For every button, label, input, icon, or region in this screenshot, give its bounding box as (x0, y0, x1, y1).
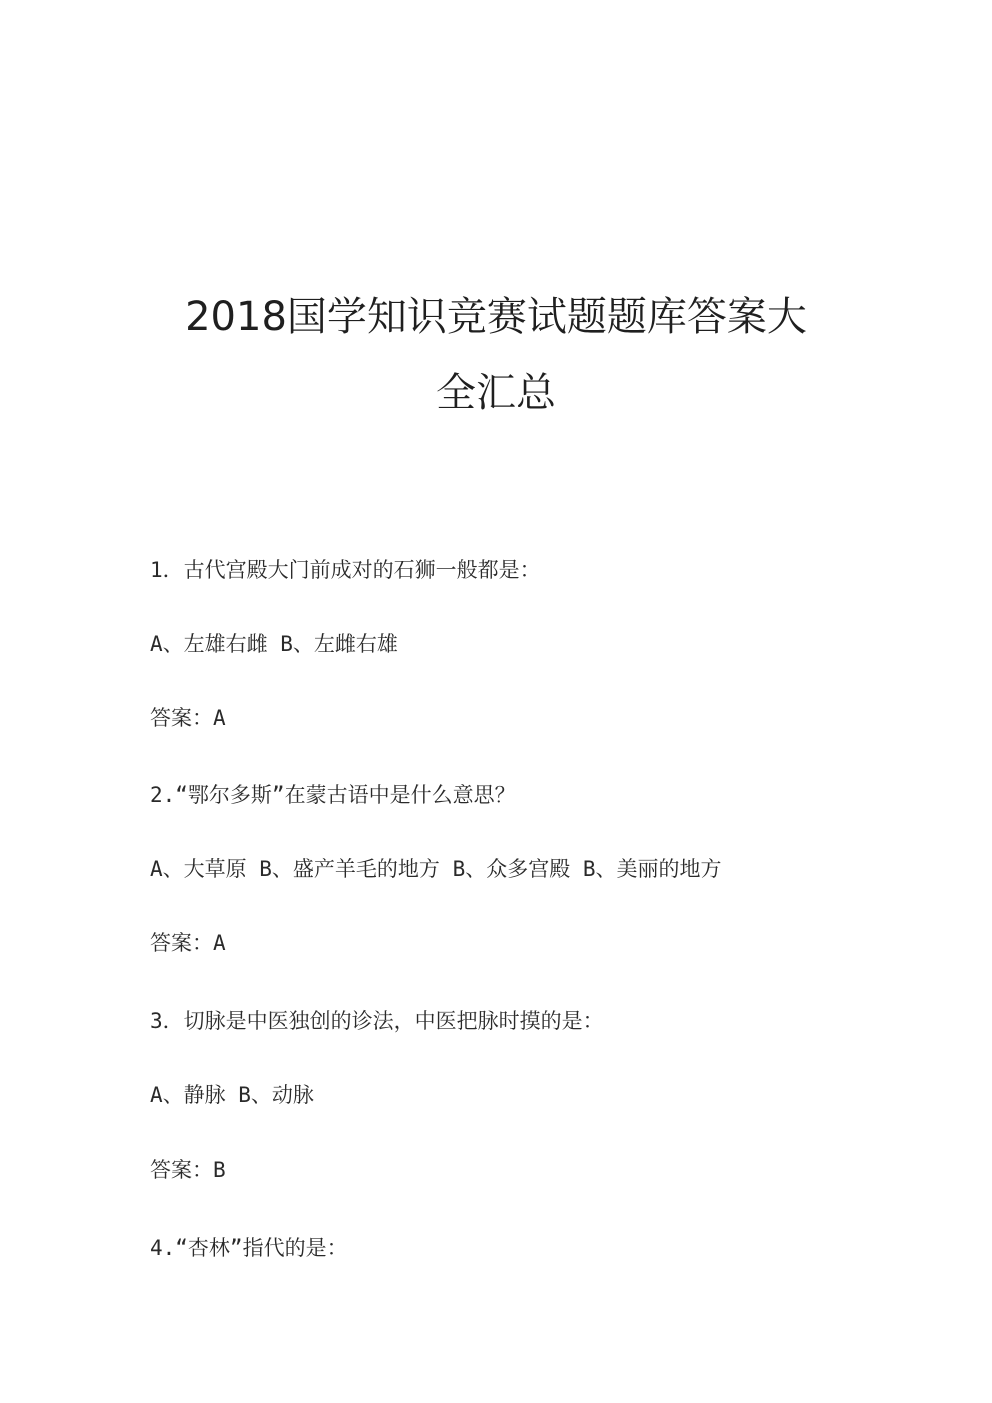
question-1-answer: 答案：A (150, 706, 226, 730)
question-2-answer: 答案：A (150, 931, 226, 955)
question-2: 2.“鄂尔多斯”在蒙古语中是什么意思？ (150, 783, 516, 807)
document-title-line-1: 2018国学知识竞赛试题题库答案大 (185, 294, 807, 340)
document-title-line-2: 全汇总 (436, 370, 556, 416)
question-3-options: A、静脉 B、动脉 (150, 1083, 314, 1107)
question-1: 1．古代宫殿大门前成对的石狮一般都是： (150, 558, 541, 582)
question-2-options: A、大草原 B、盛产羊毛的地方 B、众多宫殿 B、美丽的地方 (150, 857, 722, 881)
question-3: 3．切脉是中医独创的诊法，中医把脉时摸的是： (150, 1009, 604, 1033)
question-4: 4.“杏林”指代的是： (150, 1236, 348, 1260)
question-1-options: A、左雄右雌 B、左雌右雄 (150, 632, 398, 656)
question-3-answer: 答案：B (150, 1158, 226, 1182)
